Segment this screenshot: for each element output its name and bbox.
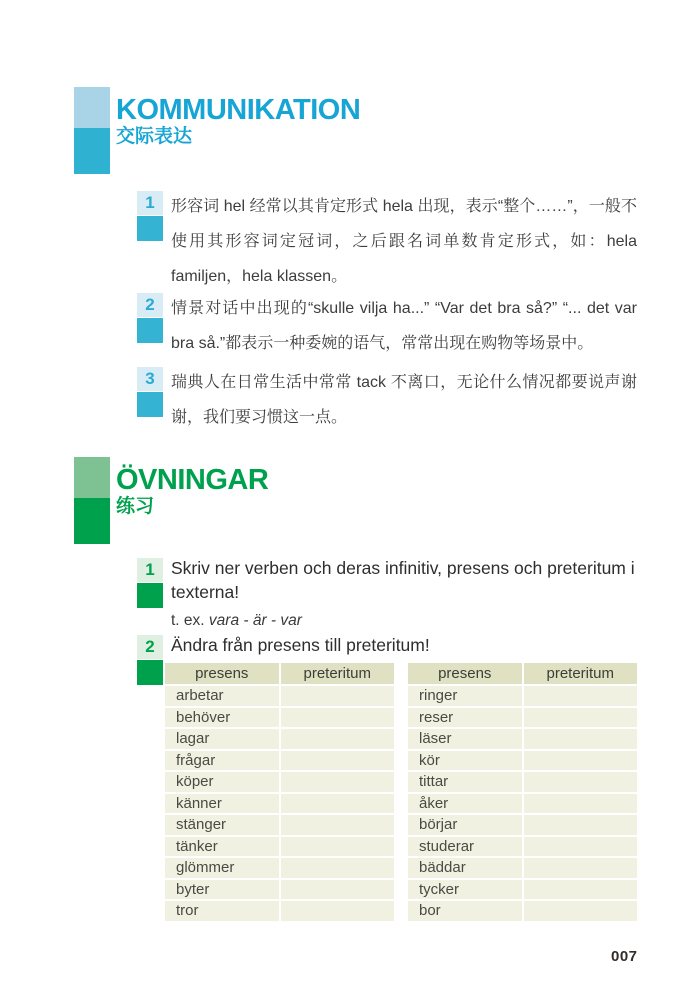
- presens-cell: glömmer: [165, 858, 279, 878]
- note-text: 形容词 hel 经常以其肯定形式 hela 出现，表示“整个……”，一般不使用其形容词定冠词，之后跟名词单数肯定形式，如：hela familjen，hela klassen。: [171, 198, 637, 285]
- badge-square: [137, 318, 163, 343]
- blank-preteritum-cell: [524, 880, 638, 900]
- note-number-badge: [137, 293, 163, 361]
- section-title-group: [116, 457, 268, 544]
- presens-cell: läser: [408, 729, 522, 749]
- presens-cell: bäddar: [408, 858, 522, 878]
- verb-table: [165, 663, 637, 921]
- presens-cell: tänker: [165, 837, 279, 857]
- table-row: [165, 837, 394, 857]
- presens-cell: frågar: [165, 751, 279, 771]
- note-text: 情景对话中出现的“skulle vilja ha...” “Var det bra så?” “... det var bra så.”都表示一种委婉的语气，常常出现在购物等场景中。: [171, 300, 637, 352]
- section-title: ÖVNINGAR: [116, 464, 269, 496]
- verb-table-left: [165, 663, 394, 921]
- presens-cell: byter: [165, 880, 279, 900]
- badge-square: [137, 583, 163, 608]
- table-row: [408, 794, 637, 814]
- badge-square: [137, 216, 163, 241]
- presens-cell: bor: [408, 901, 522, 921]
- table-row: [165, 858, 394, 878]
- exercise-number-badge: [137, 558, 163, 630]
- presens-cell: tror: [165, 901, 279, 921]
- table-row: [165, 772, 394, 792]
- presens-cell: stänger: [165, 815, 279, 835]
- table-row: [165, 815, 394, 835]
- table-row: [408, 729, 637, 749]
- exercise-title: Skriv ner verben och deras infinitiv, presens och preteritum i texterna!: [171, 558, 635, 602]
- table-row: [408, 751, 637, 771]
- blank-preteritum-cell: [281, 729, 395, 749]
- badge-square: [137, 392, 163, 417]
- presens-cell: känner: [165, 794, 279, 814]
- table-row: [165, 729, 394, 749]
- presens-cell: köper: [165, 772, 279, 792]
- blank-preteritum-cell: [281, 880, 395, 900]
- page-number: 007: [611, 948, 638, 965]
- header-presens: presens: [408, 663, 522, 684]
- table-row: [408, 858, 637, 878]
- presens-cell: arbetar: [165, 686, 279, 706]
- section-marker-squares-blue: [74, 87, 110, 174]
- header-preteritum: preteritum: [281, 663, 395, 684]
- blank-preteritum-cell: [524, 686, 638, 706]
- verb-table-right: [408, 663, 637, 921]
- marker-square-dark: [74, 498, 110, 544]
- badge-square: [137, 660, 163, 685]
- blank-preteritum-cell: [281, 772, 395, 792]
- note-number: 2: [137, 293, 163, 317]
- table-row: [165, 751, 394, 771]
- table-header-row: [165, 663, 394, 684]
- presens-cell: åker: [408, 794, 522, 814]
- header-presens: presens: [165, 663, 279, 684]
- table-row: [408, 772, 637, 792]
- exercise-number: 1: [137, 558, 163, 582]
- blank-preteritum-cell: [524, 708, 638, 728]
- blank-preteritum-cell: [281, 686, 395, 706]
- section-subtitle: 练习: [116, 496, 155, 517]
- blank-preteritum-cell: [524, 751, 638, 771]
- exercise-title: Ändra från presens till preteritum!: [171, 635, 430, 655]
- blank-preteritum-cell: [281, 708, 395, 728]
- table-row: [165, 794, 394, 814]
- marker-square-dark: [74, 128, 110, 174]
- example-prefix: t. ex.: [171, 612, 209, 629]
- exercise-number: 2: [137, 635, 163, 659]
- blank-preteritum-cell: [524, 837, 638, 857]
- note-item-2: [137, 291, 637, 361]
- table-row: [408, 686, 637, 706]
- blank-preteritum-cell: [281, 858, 395, 878]
- table-row: [165, 686, 394, 706]
- section-subtitle: 交际表达: [116, 126, 193, 147]
- exercise-item-1: [137, 556, 637, 630]
- presens-cell: studerar: [408, 837, 522, 857]
- exercise-number-badge: [137, 635, 163, 685]
- section-title: KOMMUNIKATION: [116, 94, 361, 126]
- example-verbs: vara - är - var: [208, 612, 302, 629]
- table-row: [165, 901, 394, 921]
- presens-cell: tycker: [408, 880, 522, 900]
- exercise-example: [171, 612, 637, 630]
- note-number: 3: [137, 367, 163, 391]
- note-number-badge: [137, 367, 163, 435]
- section-header-ovningar: [74, 457, 268, 544]
- section-header-kommunikation: [74, 87, 360, 174]
- section-title-group: [116, 87, 360, 174]
- table-row: [165, 708, 394, 728]
- presens-cell: behöver: [165, 708, 279, 728]
- blank-preteritum-cell: [524, 729, 638, 749]
- presens-cell: börjar: [408, 815, 522, 835]
- header-preteritum: preteritum: [524, 663, 638, 684]
- blank-preteritum-cell: [524, 794, 638, 814]
- blank-preteritum-cell: [524, 772, 638, 792]
- table-row: [408, 880, 637, 900]
- blank-preteritum-cell: [524, 858, 638, 878]
- presens-cell: kör: [408, 751, 522, 771]
- table-row: [408, 815, 637, 835]
- note-item-1: [137, 189, 637, 294]
- presens-cell: lagar: [165, 729, 279, 749]
- note-number-badge: [137, 191, 163, 294]
- table-row: [408, 837, 637, 857]
- blank-preteritum-cell: [281, 815, 395, 835]
- blank-preteritum-cell: [281, 901, 395, 921]
- presens-cell: ringer: [408, 686, 522, 706]
- table-row: [165, 880, 394, 900]
- note-item-3: [137, 365, 637, 435]
- table-row: [408, 901, 637, 921]
- marker-square-light: [74, 87, 110, 128]
- note-text: 瑞典人在日常生活中常常 tack 不离口，无论什么情况都要说声谢谢，我们要习惯这一点。: [171, 374, 637, 426]
- table-row: [408, 708, 637, 728]
- marker-square-light: [74, 457, 110, 498]
- presens-cell: tittar: [408, 772, 522, 792]
- blank-preteritum-cell: [281, 751, 395, 771]
- blank-preteritum-cell: [281, 794, 395, 814]
- blank-preteritum-cell: [281, 837, 395, 857]
- note-number: 1: [137, 191, 163, 215]
- section-marker-squares-green: [74, 457, 110, 544]
- blank-preteritum-cell: [524, 901, 638, 921]
- table-header-row: [408, 663, 637, 684]
- presens-cell: reser: [408, 708, 522, 728]
- exercise-content: [171, 556, 637, 630]
- blank-preteritum-cell: [524, 815, 638, 835]
